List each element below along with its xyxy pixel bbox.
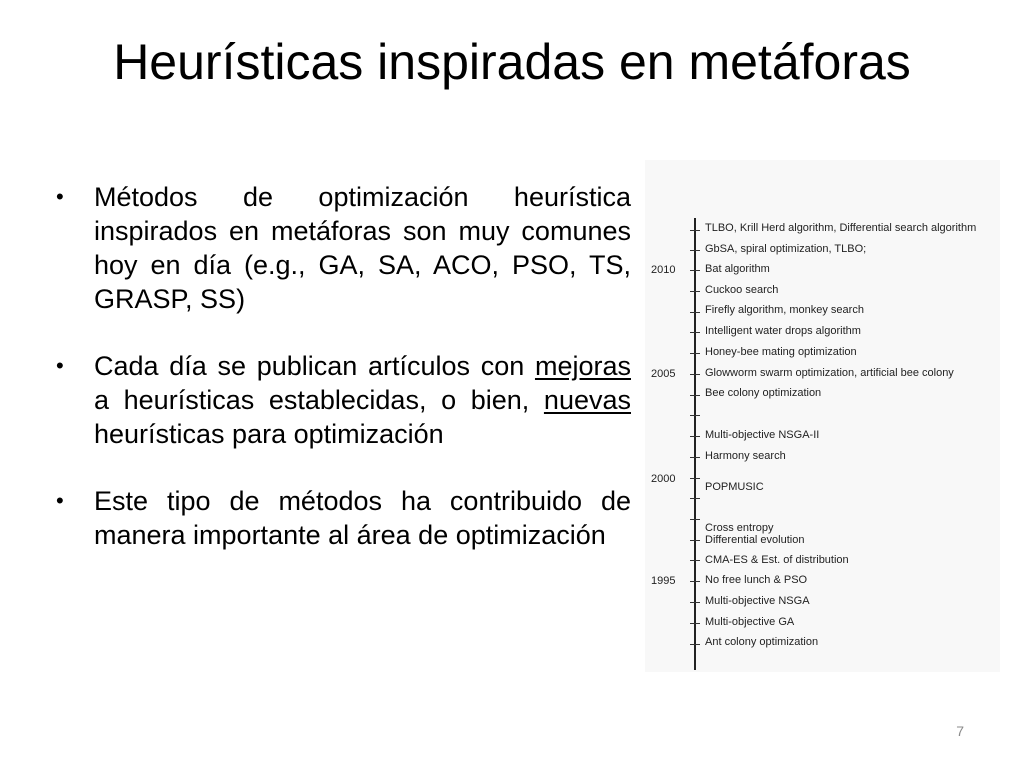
timeline-event-label: TLBO, Krill Herd algorithm, Differential search algorithm: [705, 222, 977, 234]
bullet-dot-icon: •: [56, 184, 64, 209]
bullet-text-part: a heurísticas establecidas, o bien,: [94, 385, 544, 415]
timeline-year-label: 1995: [651, 575, 676, 587]
timeline-tick: [690, 457, 700, 458]
timeline-event-label: Multi-objective GA: [705, 616, 795, 628]
timeline-event-label: Intelligent water drops algorithm: [705, 325, 861, 337]
bullet-text-part: Cada día se publican artículos con: [94, 351, 535, 381]
timeline-event-label: Bat algorithm: [705, 263, 770, 275]
timeline-year-label: 2010: [651, 264, 676, 276]
bullet-item: [56, 349, 631, 451]
timeline-tick: [690, 270, 700, 271]
timeline-tick: [690, 395, 700, 396]
bullet-item: [56, 180, 631, 316]
timeline-tick: [690, 250, 700, 251]
timeline-event-label: GbSA, spiral optimization, TLBO;: [705, 243, 867, 255]
timeline-event-label: Differential evolution: [705, 534, 805, 546]
timeline-figure: [645, 160, 1000, 672]
bullet-text: Este tipo de métodos ha contribuido de manera importante al área de optimización: [94, 486, 631, 550]
timeline-tick: [690, 540, 700, 541]
timeline-tick: [690, 560, 700, 561]
page-number: 7: [956, 723, 964, 739]
timeline-tick: [690, 644, 700, 645]
timeline-event-label: Multi-objective NSGA-II: [705, 429, 820, 441]
timeline-event-label: POPMUSIC: [705, 481, 764, 493]
slide-title: Heurísticas inspiradas en metáforas: [113, 34, 911, 90]
timeline-tick: [690, 230, 700, 231]
timeline-event-label: Honey-bee mating optimization: [705, 346, 857, 358]
timeline-year-label: 2000: [651, 473, 676, 485]
timeline-tick: [690, 478, 700, 479]
timeline-event-label: Multi-objective NSGA: [705, 595, 810, 607]
timeline-tick: [690, 519, 700, 520]
underlined-word-mejoras: mejoras: [534, 351, 631, 381]
timeline-event-label: Cuckoo search: [705, 284, 779, 296]
timeline-tick: [690, 415, 700, 416]
timeline-event-label: Firefly algorithm, monkey search: [705, 304, 864, 316]
timeline-tick: [690, 581, 700, 582]
underlined-word-nuevas: nuevas: [543, 385, 631, 415]
timeline-tick: [690, 332, 700, 333]
timeline-event-label: Harmony search: [705, 450, 786, 462]
timeline-tick: [690, 291, 700, 292]
timeline-tick: [690, 436, 700, 437]
timeline-tick: [690, 374, 700, 375]
bullet-text-part: heurísticas para optimización: [94, 419, 444, 449]
timeline-tick: [690, 602, 700, 603]
timeline-event-label: Glowworm swarm optimization, artificial bee colony: [705, 367, 954, 379]
timeline-event-label: No free lunch & PSO: [705, 574, 808, 586]
timeline-event-label: Cross entropy: [705, 522, 774, 534]
timeline-tick: [690, 623, 700, 624]
timeline-event-label: CMA-ES & Est. of distribution: [705, 554, 849, 566]
bullet-dot-icon: •: [56, 353, 64, 378]
bullet-item: [56, 484, 631, 552]
timeline-tick: [690, 312, 700, 313]
timeline-tick: [690, 498, 700, 499]
timeline-tick: [690, 353, 700, 354]
bullet-text: Métodos de optimización heurística inspirados en metáforas son muy comunes hoy en día (e.g., GA, SA, ACO, PSO, TS, GRASP, SS): [94, 182, 631, 314]
timeline-event-label: Ant colony optimization: [705, 636, 819, 648]
timeline-year-label: 2005: [651, 368, 676, 380]
timeline-event-label: Bee colony optimization: [705, 387, 822, 399]
bullet-list: [56, 180, 631, 552]
bullet-dot-icon: •: [56, 488, 64, 513]
